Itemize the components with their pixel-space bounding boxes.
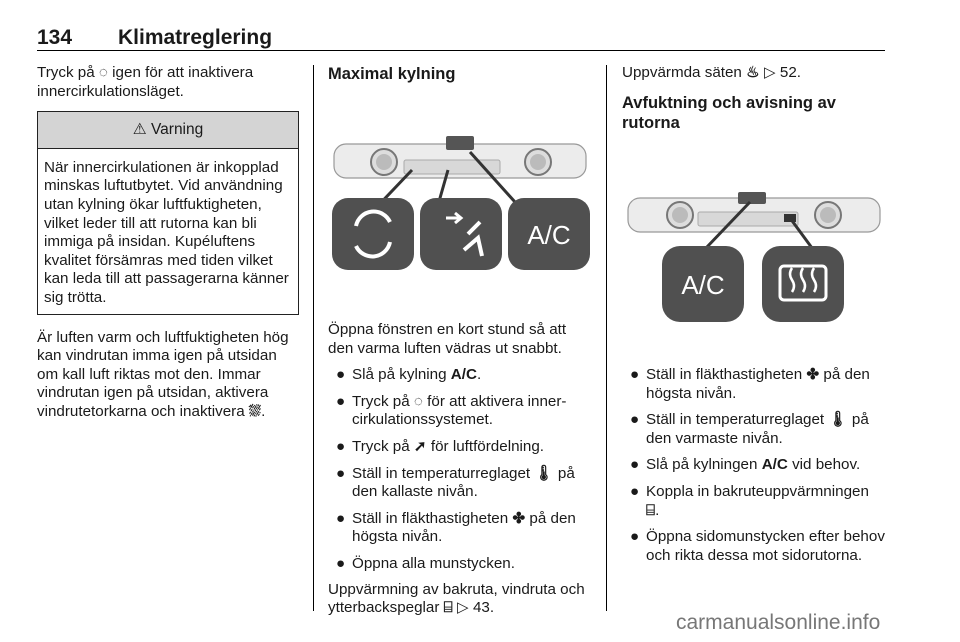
intro-paragraph: Tryck på ◌ igen för att inaktivera innercirkulationsläget. [37, 64, 254, 100]
column-3 [622, 64, 886, 133]
list-item: ● Tryck på ➚ för luftfördelning. [336, 437, 545, 455]
body-paragraph: Uppvärmning av bakruta, vindruta och ytterbackspeglar ⌸ ▷ 43. [328, 580, 585, 617]
list-item: ● Öppna sidomunstycken efter behov och rikta dessa mot sidorutorna. [630, 528, 885, 564]
column-divider [606, 65, 607, 611]
list-item: ● Tryck på ◌ för att aktivera innercirkulationssystemet. [336, 392, 567, 429]
header-rule [37, 50, 885, 51]
air-distribution-icon: ➚ [413, 437, 427, 455]
column-2-body [328, 321, 592, 618]
ac-button-label: A/C [527, 220, 571, 250]
column-3-body [622, 366, 886, 565]
reference-arrow-icon: ▷ [763, 64, 776, 81]
chapter-title: Klimatreglering [118, 26, 273, 49]
list-item: ● Slå på kylningen A/C vid behov. [630, 456, 861, 474]
section-heading: Maximal kylning [328, 65, 456, 83]
warning-header: ⚠ Varning [38, 112, 298, 149]
rear-window-heater-icon: ⌸ [646, 501, 656, 519]
thermometer-icon: 🌡 [828, 411, 848, 429]
column-1 [37, 64, 299, 422]
reference-arrow-icon: ▷ [457, 599, 469, 617]
page-header [37, 26, 885, 50]
column-divider [313, 65, 314, 611]
bullet-list [328, 366, 592, 573]
list-item: ● Ställ in fläkthastigheten ✤ på den högsta nivån. [336, 509, 576, 546]
list-item: ● Ställ in temperaturreglaget 🌡 på den varmaste nivån. [630, 411, 869, 447]
list-item: ● Slå på kylning A/C. [336, 366, 482, 384]
body-paragraph: Öppna fönstren en kort stund så att den varma luften vädras ut snabbt. [328, 321, 567, 357]
ac-button-label: A/C [681, 270, 725, 300]
rear-window-heater-icon: ⌸ [443, 599, 453, 617]
recirculation-icon: ◌ [98, 64, 108, 81]
section-heading: Avfuktning och avisning av rutorna [622, 93, 836, 132]
watermark: carmanualsonline.info [676, 611, 881, 634]
body-paragraph: Uppvärmda säten ♨ ▷ 52. [622, 64, 802, 81]
max-cooling-figure [328, 134, 592, 276]
heated-seat-icon: ♨ [746, 64, 760, 81]
bullet-list [622, 366, 886, 565]
list-item: ● Öppna alla munstycken. [336, 554, 515, 572]
list-item: ● Ställ in fläkthastigheten ✤ på den högsta nivån. [630, 366, 870, 402]
page-number: 134 [37, 26, 73, 49]
warning-text: När innercirkulationen är inkopplad minskas luftutbytet. Vid användning utan kylning ökar luftfuktigheten, vilket leder till att rutorna kan bli immiga på insidan. Kupéluftens kvalitet försämras med tiden vilket kan leda till att passagerarna känner sig trötta. [44, 158, 289, 306]
warning-box [37, 111, 299, 314]
thermometer-icon: 🌡 [534, 464, 554, 482]
windscreen-air-icon: ⛆ [248, 402, 262, 420]
fan-icon: ✤ [806, 366, 820, 383]
list-item: ● Ställ in temperaturreglaget 🌡 på den kallaste nivån. [336, 464, 575, 501]
recirculation-icon: ◌ [413, 392, 423, 410]
defrost-figure [622, 188, 886, 328]
column-2 [328, 64, 592, 84]
list-item: ● Koppla in bakruteuppvärmningen ⌸. [630, 482, 869, 519]
body-paragraph: Är luften varm och luftfuktigheten hög kan vindrutan imma igen på utsidan om kall luft riktas mot den. Immar vindrutan igen på utsidan, aktivera vindrutetorkarna och inaktivera ⛆. [37, 328, 289, 420]
fan-icon: ✤ [512, 509, 526, 527]
warning-triangle-icon: ⚠ [132, 121, 147, 139]
